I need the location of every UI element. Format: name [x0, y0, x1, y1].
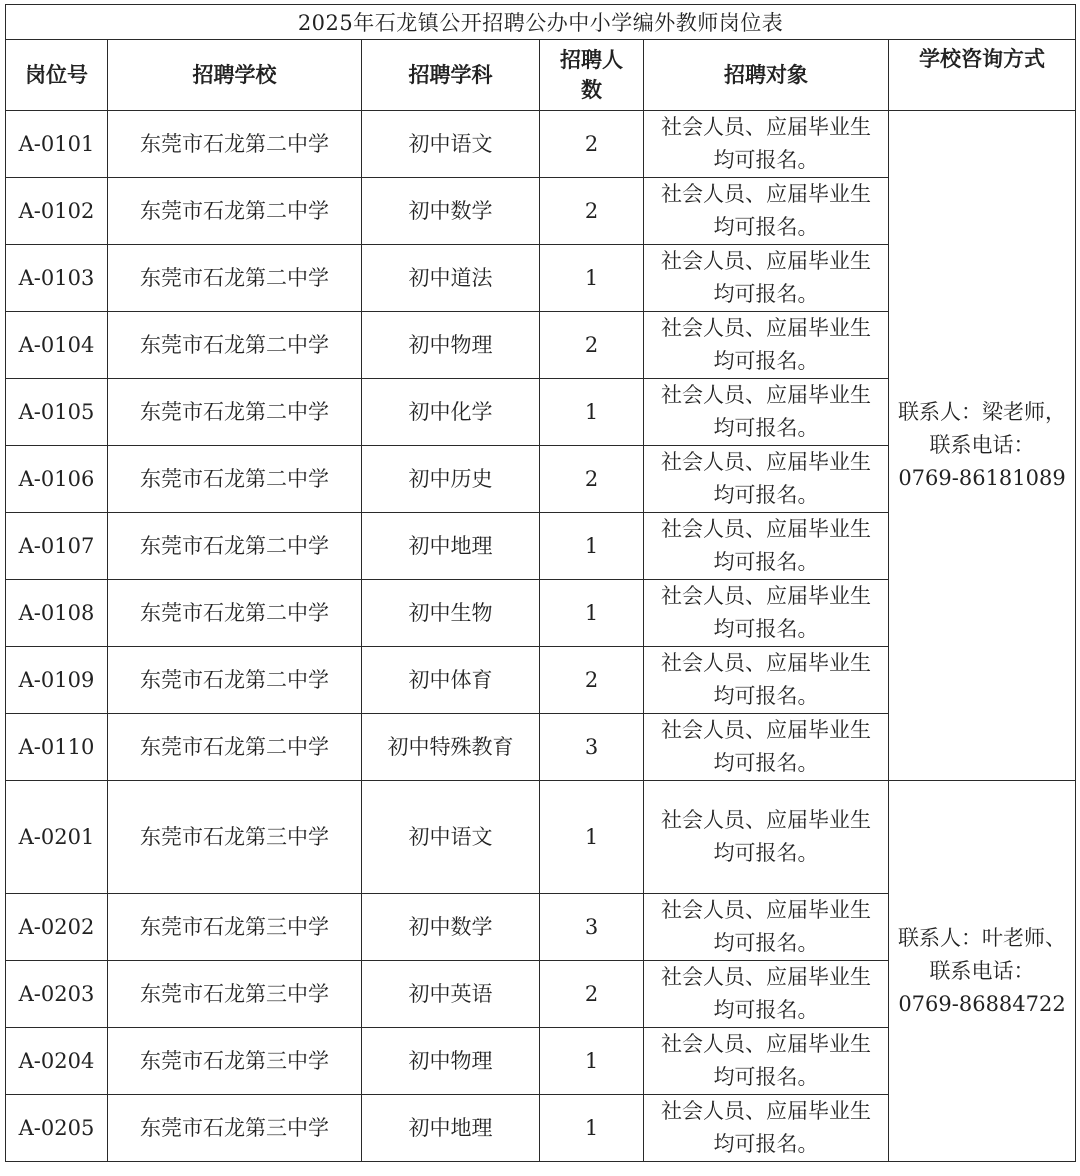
cell-school: 东莞市石龙第二中学: [108, 647, 362, 714]
target-line1: 社会人员、应届毕业生: [661, 316, 871, 340]
cell-post-no: A-0103: [6, 245, 108, 312]
cell-subject: 初中数学: [362, 178, 540, 245]
cell-post-no: A-0205: [6, 1095, 108, 1162]
cell-subject: 初中数学: [362, 894, 540, 961]
cell-post-no: A-0204: [6, 1028, 108, 1095]
cell-subject: 初中语文: [362, 111, 540, 178]
cell-school: 东莞市石龙第二中学: [108, 446, 362, 513]
cell-school: 东莞市石龙第二中学: [108, 714, 362, 781]
target-line2: 均可报名。: [713, 282, 819, 306]
cell-target: [644, 894, 889, 961]
target-line1: 社会人员、应届毕业生: [661, 517, 871, 541]
cell-count: 2: [540, 111, 644, 178]
cell-school: 东莞市石龙第二中学: [108, 513, 362, 580]
target-line1: 社会人员、应届毕业生: [661, 584, 871, 608]
contact-person: 联系人：叶老师、: [898, 925, 1067, 950]
cell-post-no: A-0203: [6, 961, 108, 1028]
target-line2: 均可报名。: [713, 617, 819, 641]
target-line2: 均可报名。: [713, 751, 819, 775]
target-line1: 社会人员、应届毕业生: [661, 182, 871, 206]
cell-subject: 初中化学: [362, 379, 540, 446]
cell-target: [644, 379, 889, 446]
target-line1: 社会人员、应届毕业生: [661, 249, 871, 273]
target-line1: 社会人员、应届毕业生: [661, 808, 871, 832]
cell-target: [644, 647, 889, 714]
cell-count: 2: [540, 647, 644, 714]
cell-count: 3: [540, 714, 644, 781]
cell-subject: 初中地理: [362, 513, 540, 580]
contact-person: 联系人：梁老师，: [898, 400, 1067, 424]
target-line1: 社会人员、应届毕业生: [661, 1032, 871, 1056]
contact-phone: 0769-86181089: [898, 466, 1066, 490]
cell-target: [644, 1095, 889, 1162]
cell-post-no: A-0106: [6, 446, 108, 513]
cell-count: 1: [540, 781, 644, 894]
cell-school: 东莞市石龙第三中学: [108, 1095, 362, 1162]
target-line2: 均可报名。: [713, 483, 819, 507]
header-school: 招聘学校: [108, 40, 362, 111]
cell-post-no: A-0107: [6, 513, 108, 580]
cell-subject: 初中特殊教育: [362, 714, 540, 781]
target-line2: 均可报名。: [713, 998, 819, 1022]
cell-subject: 初中地理: [362, 1095, 540, 1162]
target-line1: 社会人员、应届毕业生: [661, 383, 871, 407]
target-line1: 社会人员、应届毕业生: [661, 115, 871, 139]
target-line1: 社会人员、应届毕业生: [661, 450, 871, 474]
target-line1: 社会人员、应届毕业生: [661, 898, 871, 922]
header-count-line1: 招聘人: [560, 47, 623, 72]
table-title: 2025年石龙镇公开招聘公办中小学编外教师岗位表: [6, 5, 1076, 40]
cell-count: 1: [540, 379, 644, 446]
target-line2: 均可报名。: [713, 841, 819, 865]
cell-school: 东莞市石龙第二中学: [108, 178, 362, 245]
target-line2: 均可报名。: [713, 1065, 819, 1089]
cell-contact: [889, 111, 1076, 781]
cell-school: 东莞市石龙第二中学: [108, 312, 362, 379]
cell-post-no: A-0101: [6, 111, 108, 178]
cell-post-no: A-0109: [6, 647, 108, 714]
cell-target: [644, 178, 889, 245]
target-line2: 均可报名。: [713, 550, 819, 574]
cell-contact: [889, 781, 1076, 1162]
cell-subject: 初中语文: [362, 781, 540, 894]
target-line2: 均可报名。: [713, 349, 819, 373]
cell-post-no: A-0202: [6, 894, 108, 961]
cell-subject: 初中体育: [362, 647, 540, 714]
cell-post-no: A-0110: [6, 714, 108, 781]
table-row: [6, 781, 1076, 894]
contact-phone-label: 联系电话：: [929, 958, 1035, 983]
cell-school: 东莞市石龙第三中学: [108, 781, 362, 894]
recruitment-table: [5, 4, 1076, 1162]
cell-school: 东莞市石龙第三中学: [108, 961, 362, 1028]
target-line2: 均可报名。: [713, 684, 819, 708]
cell-target: [644, 312, 889, 379]
cell-count: 2: [540, 446, 644, 513]
header-target: 招聘对象: [644, 40, 889, 111]
cell-subject: 初中物理: [362, 1028, 540, 1095]
target-line2: 均可报名。: [713, 931, 819, 955]
cell-school: 东莞市石龙第二中学: [108, 245, 362, 312]
cell-post-no: A-0104: [6, 312, 108, 379]
target-line2: 均可报名。: [713, 416, 819, 440]
cell-school: 东莞市石龙第二中学: [108, 111, 362, 178]
cell-count: 1: [540, 513, 644, 580]
cell-target: [644, 1028, 889, 1095]
cell-count: 2: [540, 178, 644, 245]
cell-target: [644, 961, 889, 1028]
target-line1: 社会人员、应届毕业生: [661, 718, 871, 742]
cell-subject: 初中英语: [362, 961, 540, 1028]
target-line2: 均可报名。: [713, 1132, 819, 1156]
cell-count: 1: [540, 1095, 644, 1162]
cell-post-no: A-0102: [6, 178, 108, 245]
recruitment-table-container: [5, 4, 1075, 1162]
cell-count: 1: [540, 1028, 644, 1095]
cell-count: 1: [540, 580, 644, 647]
contact-phone: 0769-86884722: [898, 991, 1066, 1016]
header-count-line2: 数: [581, 77, 602, 102]
cell-post-no: A-0108: [6, 580, 108, 647]
cell-target: [644, 245, 889, 312]
cell-target: [644, 446, 889, 513]
cell-subject: 初中历史: [362, 446, 540, 513]
cell-target: [644, 513, 889, 580]
table-row: [6, 111, 1076, 178]
target-line2: 均可报名。: [713, 215, 819, 239]
cell-target: [644, 781, 889, 894]
header-post-no: 岗位号: [6, 40, 108, 111]
cell-target: [644, 714, 889, 781]
contact-phone-label: 联系电话：: [929, 433, 1035, 457]
cell-subject: 初中物理: [362, 312, 540, 379]
cell-school: 东莞市石龙第三中学: [108, 1028, 362, 1095]
header-contact: 学校咨询方式: [889, 40, 1076, 111]
cell-count: 2: [540, 961, 644, 1028]
target-line2: 均可报名。: [713, 148, 819, 172]
target-line1: 社会人员、应届毕业生: [661, 1099, 871, 1123]
header-subject: 招聘学科: [362, 40, 540, 111]
cell-school: 东莞市石龙第二中学: [108, 580, 362, 647]
cell-post-no: A-0105: [6, 379, 108, 446]
cell-post-no: A-0201: [6, 781, 108, 894]
header-row: [6, 40, 1076, 111]
cell-school: 东莞市石龙第三中学: [108, 894, 362, 961]
cell-subject: 初中道法: [362, 245, 540, 312]
target-line1: 社会人员、应届毕业生: [661, 651, 871, 675]
cell-target: [644, 580, 889, 647]
header-count: [540, 40, 644, 111]
cell-subject: 初中生物: [362, 580, 540, 647]
cell-count: 3: [540, 894, 644, 961]
target-line1: 社会人员、应届毕业生: [661, 965, 871, 989]
cell-count: 1: [540, 245, 644, 312]
cell-count: 2: [540, 312, 644, 379]
cell-target: [644, 111, 889, 178]
title-row: [6, 5, 1076, 40]
cell-school: 东莞市石龙第二中学: [108, 379, 362, 446]
